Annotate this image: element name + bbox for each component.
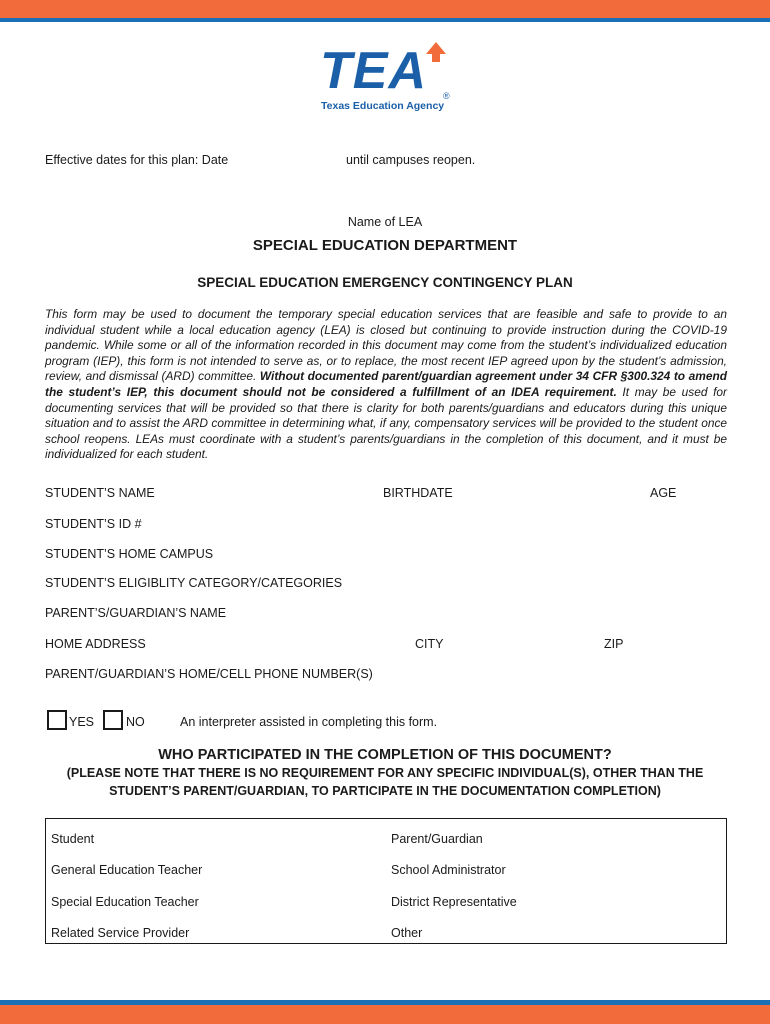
zip-label: ZIP [604,637,624,651]
intro-bold-text: Without documented parent/guardian agreement under 34 CFR §300.324 to amend the student’s IEP, this document should not be considered a fulfillment of an IDEA requirement. [45,369,727,399]
home-address-label: HOME ADDRESS [45,637,146,651]
logo-subtitle: Texas Education Agency [321,100,445,112]
parent-name-label: PARENT’S/GUARDIAN’S NAME [45,606,227,620]
participants-note-line-2: STUDENT’S PARENT/GUARDIAN, TO PARTICIPATE IN THE DOCUMENTATION COMPLETION) [109,784,661,798]
intro-text-1: This form may be used to document the temporary special education services that are feasible and safe to provide to an individual student while a local education agency (LEA) is closed but continuing to provide instruction during the COVID-19 pandemic. While some or all of the information recorded in this document may come from the student’s individualized education program (IEP), this form is not intended to serve as, or to replace, the most recent IEP agreed upon by the student’s admission, review, and dismissal (ARD) committee. [45,307,727,384]
intro-paragraph [45,307,727,463]
yes-checkbox[interactable] [47,710,67,730]
logo-arrow-icon [426,42,446,62]
registered-mark: ® [443,91,450,101]
tea-logo-mark [318,42,458,98]
participant-general-education-teacher: General Education Teacher [51,863,203,877]
birthdate-label: BIRTHDATE [383,486,453,500]
no-label: NO [126,715,145,729]
department-heading: SPECIAL EDUCATION DEPARTMENT [252,237,518,254]
eligibility-label: STUDENT’S ELIGIBLITY CATEGORY/CATEGORIES [45,576,343,590]
tea-logo [318,42,458,114]
participants-heading: WHO PARTICIPATED IN THE COMPLETION OF THIS DOCUMENT? [158,747,612,763]
tea-logo-text: TEA [320,42,427,98]
participant-other: Other [391,926,423,940]
participants-note-line-1: (PLEASE NOTE THAT THERE IS NO REQUIREMENT FOR ANY SPECIFIC INDIVIDUAL(S), OTHER THAN THE [66,766,704,780]
participant-student: Student [51,832,95,846]
student-id-label: STUDENT’S ID # [45,517,142,531]
home-campus-label: STUDENT’S HOME CAMPUS [45,547,214,561]
intro-text-2: It may be used for documenting services that will be provided so that there is clarity for both parents/guardians and educators during this unique situation and to assist the ARD committee in determining what, if any, compensatory services will be provided to the student once school reopens. LEAs must coordinate with a student’s parents/guardians in the completion of this document, and it must be individualized for each student. [45,384,727,462]
age-label: AGE [650,486,677,500]
top-blue-band [0,18,770,22]
participant-school-administrator: School Administrator [391,863,506,877]
yes-label: YES [69,715,95,729]
phone-label: PARENT/GUARDIAN’S HOME/CELL PHONE NUMBER(S) [45,667,373,681]
interpreter-statement: An interpreter assisted in completing this form. [180,715,438,729]
bottom-orange-band [0,1005,770,1024]
participant-district-representative: District Representative [391,895,517,909]
no-checkbox[interactable] [103,710,123,730]
participants-table [45,818,727,944]
top-orange-band [0,0,770,18]
until-reopen-label: until campuses reopen. [346,153,476,167]
lea-name-label: Name of LEA [347,215,423,229]
participant-parent-guardian: Parent/Guardian [391,832,483,846]
participant-related-service-provider: Related Service Provider [51,926,190,940]
city-label: CITY [415,637,444,651]
plan-title: SPECIAL EDUCATION EMERGENCY CONTINGENCY PLAN [197,275,573,290]
student-name-label: STUDENT’S NAME [45,486,155,500]
participant-special-education-teacher: Special Education Teacher [51,895,199,909]
effective-dates-label: Effective dates for this plan: Date [45,153,229,167]
